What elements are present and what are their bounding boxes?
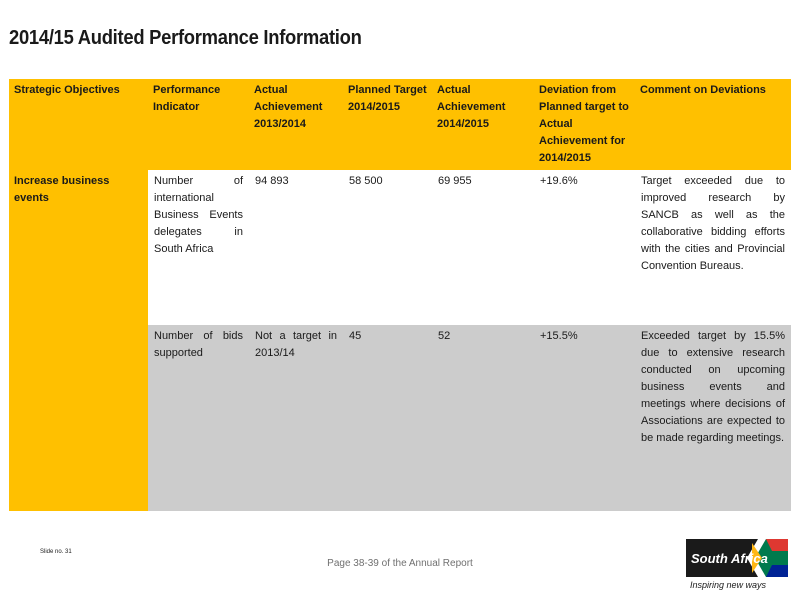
actual-2013-cell: 94 893 (249, 170, 343, 325)
header-performance-indicator: Performance Indicator (148, 79, 249, 170)
indicator-cell: Number of bids supported (148, 325, 249, 511)
logo-tagline: Inspiring new ways (690, 580, 767, 590)
comment-cell: Exceeded target by 15.5% due to extensive research conducted on upcoming business events and meetings where decisions of Associations are expected to be made regarding meetings. (635, 325, 791, 511)
header-planned-2014: Planned Target 2014/2015 (343, 79, 432, 170)
performance-table (9, 79, 791, 511)
planned-2014-cell: 58 500 (343, 170, 432, 325)
deviation-cell: +15.5% (534, 325, 635, 511)
actual-2014-cell: 69 955 (432, 170, 534, 325)
slide-number: Slide no. 31 (40, 549, 72, 555)
objective-cell: Increase business events (9, 170, 148, 511)
actual-2014-cell: 52 (432, 325, 534, 511)
table-header-row (9, 79, 791, 170)
deviation-cell: +19.6% (534, 170, 635, 325)
header-deviation: Deviation from Planned target to Actual Achievement for 2014/2015 (534, 79, 635, 170)
header-comment: Comment on Deviations (635, 79, 791, 170)
header-actual-2014: Actual Achievement 2014/2015 (432, 79, 534, 170)
logo-brand-text: South Africa (691, 551, 768, 566)
header-actual-2013: Actual Achievement 2013/2014 (249, 79, 343, 170)
header-strategic-objectives: Strategic Objectives (9, 79, 148, 170)
table-row (9, 170, 791, 325)
comment-cell: Target exceeded due to improved research by SANCB as well as the collaborative bidding efforts with the cities and Provincial Convention Bureaus. (635, 170, 791, 325)
page-title: 2014/15 Audited Performance Information (9, 27, 362, 49)
indicator-cell: Number of international Business Events delegates in South Africa (148, 170, 249, 325)
planned-2014-cell: 45 (343, 325, 432, 511)
page-reference: Page 38-39 of the Annual Report (327, 558, 473, 569)
actual-2013-cell: Not a target in 2013/14 (249, 325, 343, 511)
